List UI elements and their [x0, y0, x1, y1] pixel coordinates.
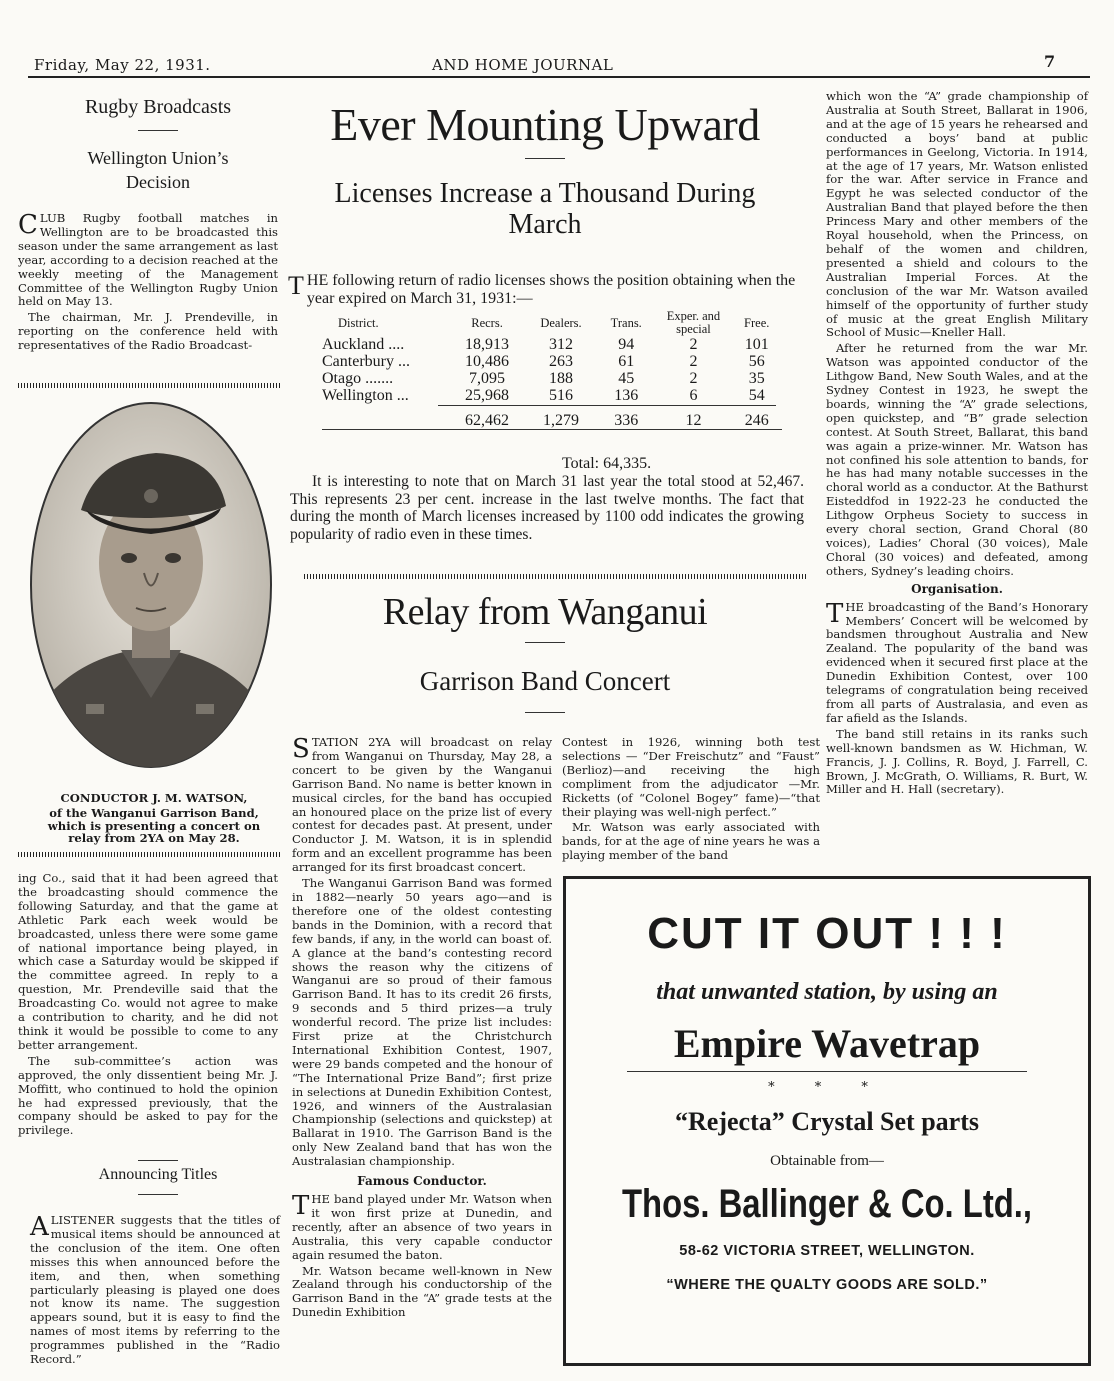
total-rule-bottom	[322, 430, 782, 435]
rugby-title: Rugby Broadcasts	[84, 96, 232, 118]
total-rule	[438, 405, 776, 412]
table-row	[322, 353, 782, 370]
col-header: Free.	[744, 315, 770, 330]
ad-address: 58-62 VICTORIA STREET, WELLINGTON.	[679, 1243, 975, 1259]
col-header: Trans.	[610, 315, 642, 330]
relay-paragraph: After he returned from the war Mr. Watson was appointed conductor of the Lithgow Band, New South Wales, and at the Sydney Contest in 1923, he swept the boards, winning the “A” grade selections, open quickstep, and “B” grade selection contest. At South Street, Ballarat, this band was again a prize-winner. Mr. Watson has not confined his sole attention to bands, for he has had many notable successes in the choral world as a conductor. At the Bathurst Eisteddfod in 1922-23 he conducted the Lithgow Orpheus Society to success in every choral section, Grand Choral (80 voices), Ladies’ Choral (30 voices), Male Choral (30 voices) and defeated, among others, Sydney’s leading choirs.	[826, 341, 1088, 578]
ad-tagline: that unwanted station, by using an	[656, 979, 998, 1005]
dotted-divider	[304, 574, 806, 579]
journal-name: AND HOME JOURNAL	[432, 56, 614, 74]
divider	[138, 1194, 178, 1195]
district-cell: Otago .......	[322, 370, 394, 387]
table-cell: 25,968	[465, 387, 510, 404]
table-cell: 2	[689, 353, 698, 370]
table-cell: 54	[748, 387, 765, 404]
drop-cap: A	[30, 1212, 49, 1242]
relay-paragraph: which won the “A” grade championship of Australia at South Street, Ballarat in 1906, and at the age of 15 years he rehearsed and conducted a boys’ band at public performances in Geelong, Victoria. In 1914, at the age of 17 years, Mr. Watson enlisted for the war. After service in France and Egypt he was selected conductor of the Australian Band that played before the then Princess Mary and other members of the Royal household, when the Princess, on behalf of the women and children, presented a shield and colours to the Australian Imperial Forces. At the conclusion of the war Mr. Watson availed himself of the opportunity of further study of music at the great English Military School of Music—Kneller Hall.	[826, 89, 1088, 340]
table-cell: 2	[689, 370, 698, 387]
district-cell: Auckland ....	[322, 336, 405, 353]
table-cell: 263	[548, 353, 573, 370]
table-cell: 94	[618, 336, 635, 353]
relay-paragraph: Mr. Watson became well-known in New Zealand through his conductorship of the Garrison Band in the “A” grade tests at the Dunedin Exhibition	[292, 1263, 552, 1320]
ad-product-name: Empire Wavetrap	[673, 1021, 981, 1066]
relay-paragraph: HE broadcasting of the Band’s Honorary Members’ Concert will be welcomed by bandsmen throughout Australia and New Zealand. The popularity of the band was evidenced when it secured first place at the Dunedin Exhibition Contest, over 100 telegrams of congratulation being received from all parts of Australasia, and even as far afield as the Islands.	[826, 599, 1088, 725]
header-rule	[28, 76, 1090, 78]
table-cell: 7,095	[469, 370, 506, 387]
table-cell: 18,913	[465, 336, 510, 353]
announcing-paragraph: LISTENER suggests that the titles of musical items should be announced at the conclusion of the item. One often misses this when announced before the item, and then, when something particularly pleasing is played one does not know its name. The suggestion appears sound, but it is easy to find the names of most items by referring to the programmes published in the “Radio Record.”	[30, 1213, 280, 1367]
dotted-divider	[18, 852, 280, 857]
relay-paragraph: Contest in 1926, winning both test selections — “Der Freischutz” and “Faust” (Berlioz)—and receiving the high compliment from the adjudicator —Mr. Ricketts (of “Colonel Bogey” fame)—“that their playing was well-nigh perfect.”	[562, 735, 820, 819]
table-cell: 61	[618, 353, 635, 370]
relay-paragraph: TATION 2YA will broadcast on relay from Wanganui on Thursday, May 28, a concert to be given by the Wanganui Garrison Band. No name is better known in musical circles, for the band has occupied an honoured place on the prize list of every contest for decades past. At present, under Conductor J. M. Watson, it is in splendid form and an excellent programme has been arranged for its first broadcast concert.	[292, 735, 552, 875]
total-cell: 1,279	[542, 412, 579, 429]
announcing-title: Announcing Titles	[98, 1166, 218, 1183]
table-cell: 45	[618, 370, 635, 387]
table-row	[322, 336, 782, 353]
licenses-paragraph: It is interesting to note that on March 31 last year the total stood at 52,467. This represents 23 per cent. increase in the last twelve months. The fact that during the month of March licenses increased by 1100 odd indicates the growing popularity of radio even in these times.	[290, 473, 804, 543]
divider	[525, 158, 565, 159]
ad-stars: * * *	[768, 1080, 886, 1095]
rugby-article-continued	[18, 872, 278, 1140]
table-cell: 6	[689, 387, 698, 404]
organisation-heading: Organisation.	[911, 581, 1003, 596]
ad-underline	[627, 1071, 1027, 1072]
ad-product-line: “Rejecta” Crystal Set parts	[675, 1107, 979, 1136]
rugby-article	[18, 212, 278, 355]
ad-slogan: “WHERE THE QUALTY GOODS ARE SOLD.”	[666, 1277, 988, 1293]
divider	[138, 130, 178, 131]
total-cell: 336	[614, 412, 639, 429]
relay-title: Relay from Wanganui	[382, 591, 708, 633]
district-cell: Canterbury ...	[322, 353, 410, 370]
relay-paragraph: HE band played under Mr. Watson when it won first prize at Dunedin, and recently, after an absence of two years in Australia, this very capable conductor again resumed the baton.	[292, 1192, 552, 1262]
photo-caption-name: CONDUCTOR J. M. WATSON,	[60, 791, 248, 805]
relay-article-col3	[826, 90, 1088, 799]
table-cell: 101	[744, 336, 769, 353]
relay-subtitle: Garrison Band Concert	[419, 666, 671, 696]
divider	[525, 642, 565, 643]
table-cell: 312	[548, 336, 573, 353]
license-table	[322, 310, 792, 434]
licenses-intro-text: HE following return of radio licenses shows the position obtaining when the year expired on March 31, 1931:—	[306, 272, 796, 307]
licenses-intro	[288, 272, 804, 308]
ad-headline: CUT IT OUT ! ! !	[647, 909, 1007, 958]
drop-cap: C	[18, 210, 38, 240]
relay-paragraph: The Wanganui Garrison Band was formed in 1882—nearly 50 years ago—and is therefore one of the oldest contesting bands in the Dominion, with a record that few bands, if any, in the world can boast of. A glance at the band’s contesting record shows the reason why the citizens of Wanganui are so proud of their famous Garrison Band. It has to its credit 26 firsts, 9 seconds and 5 third prizes—a truly wonderful record. The prize list includes: First prize at the Christchurch International Exhibition Contest, 1907, were 29 bands competed and the honour of “The International Prize Band”; first prize in selections at Dunedin Exhibition Contest, 1926, and winners of the Australasian Championship (selections and quickstep) at Ballarat in 1910. The Garrison Band is the only New Zealand band that has won the Australasian championship.	[292, 876, 552, 1169]
col-header: Dealers.	[540, 315, 582, 330]
rugby-paragraph: The chairman, Mr. J. Prendeville, in reporting on the conference held with representatives of the Radio Broadcast-	[18, 310, 278, 353]
page-date: Friday, May 22, 1931.	[34, 56, 211, 74]
divider	[525, 712, 565, 713]
famous-conductor-heading: Famous Conductor.	[357, 1174, 487, 1189]
table-row	[322, 387, 782, 404]
table-cell: 2	[689, 336, 698, 353]
rugby-paragraph: LUB Rugby football matches in Wellington are to be broadcasted this season under the same arrangement as last year, according to a decision reached at the weekly meeting of the Management Committee of the Wellington Rugby Union held on May 13.	[18, 211, 278, 309]
dotted-divider	[18, 383, 280, 388]
drop-cap: T	[826, 598, 844, 629]
relay-paragraph: Mr. Watson was early associated with bands, for at the age of nine years he was a playing member of the band	[562, 820, 820, 863]
ad-company-name: Thos. Ballinger & Co. Ltd.,	[622, 1182, 1032, 1226]
col-header: Exper. and special	[666, 309, 721, 336]
page-number: 7	[1044, 52, 1056, 71]
table-cell: 188	[548, 370, 573, 387]
licenses-title: Ever Mounting Upward	[330, 99, 760, 150]
wavetrap-advertisement	[563, 876, 1091, 1366]
relay-article-col2	[562, 736, 820, 865]
total-cell: 246	[744, 412, 769, 429]
relay-paragraph: The band still retains in its ranks such well-known bandsmen as W. Hichman, W. Francis, J. J. Collins, R. Boyd, J. Farrell, C. Brown, J. McGrath, O. Williams, R. Burt, W. Miller and H. Hall (secretary).	[826, 726, 1088, 797]
rugby-subtitle: Wellington Union’s Decision	[87, 148, 229, 192]
totals-row	[322, 412, 782, 430]
divider	[138, 1160, 178, 1161]
photo-caption-text: of the Wanganui Garrison Band, which is presenting a concert on relay from 2YA on May 28.	[47, 806, 261, 845]
photo-caption	[28, 792, 280, 845]
table-row	[322, 370, 782, 387]
table-cell: 10,486	[465, 353, 510, 370]
licenses-subtitle: Licenses Increase a Thousand During March	[334, 178, 756, 240]
total-cell: 62,462	[465, 412, 510, 429]
table-cell: 35	[748, 370, 765, 387]
drop-cap: T	[288, 271, 304, 300]
col-header: District.	[338, 315, 379, 330]
table-cell: 136	[614, 387, 639, 404]
district-cell: Wellington ...	[322, 387, 409, 404]
rugby-paragraph: ing Co., said that it had been agreed that the broadcasting should commence the following Saturday, and that the game at Athletic Park each week would be broadcasted, unless there were some game of national importance being played, in which case a Saturday would be skipped if the committee agreed. In reply to a question, Mr. Prendeville said that the Broadcasting Co. would not agree to make a contribution to charity, and he did not think it would be possible to come to any better arrangement.	[18, 871, 278, 1052]
announcing-article	[30, 1214, 280, 1369]
grand-total: Total: 64,335.	[562, 455, 652, 472]
ad-obtainable: Obtainable from—	[770, 1153, 884, 1169]
drop-cap: T	[292, 1191, 310, 1221]
relay-article-col1	[292, 736, 552, 1322]
table-cell: 56	[748, 353, 765, 370]
drop-cap: S	[292, 734, 310, 764]
col-header: Recrs.	[471, 315, 503, 330]
table-cell: 516	[548, 387, 573, 404]
conductor-portrait	[26, 398, 276, 773]
rugby-paragraph: The sub-committee’s action was approved, the only dissentient being Mr. J. Moffitt, who continued to hold the opinion he had expressed previously, that the company should be asked to pay for the privilege.	[18, 1053, 278, 1138]
total-cell: 12	[685, 412, 702, 429]
